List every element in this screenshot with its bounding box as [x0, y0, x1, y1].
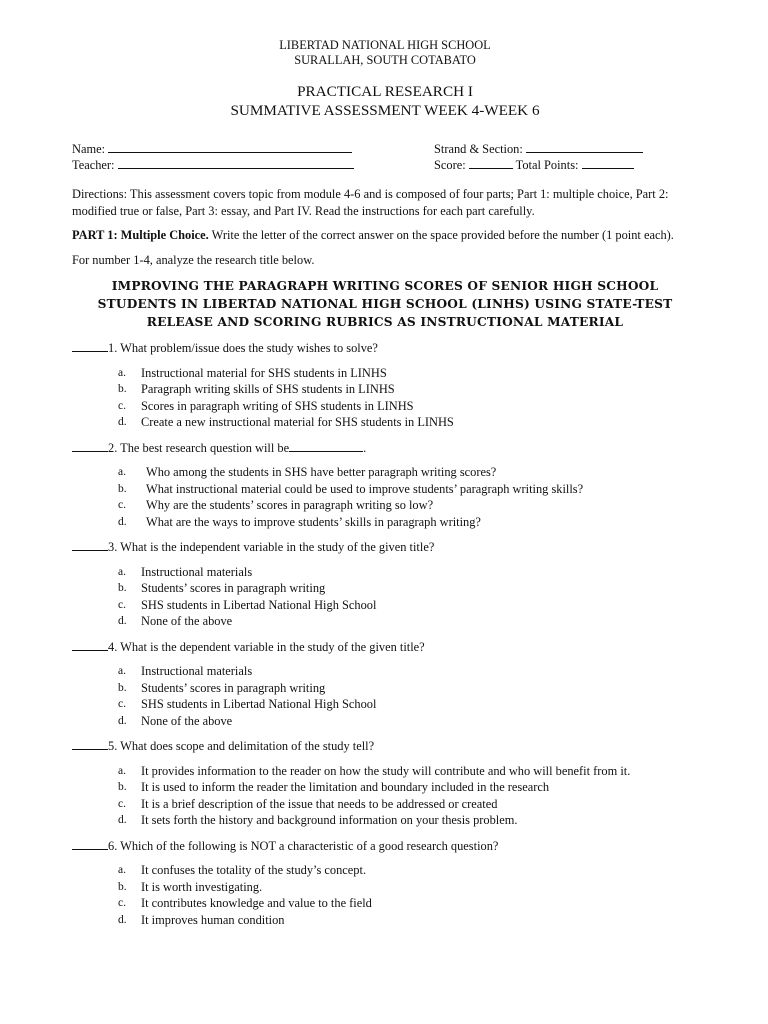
choice-list — [72, 365, 698, 431]
part1-intro: For number 1-4, analyze the research title below. — [72, 252, 315, 267]
subject-title: PRACTICAL RESEARCH I — [297, 83, 473, 100]
answer-blank[interactable] — [72, 538, 108, 551]
question-text: 1. What problem/issue does the study wishes to solve? — [72, 339, 698, 357]
name-label: Name: — [72, 142, 106, 156]
choice-item: d. What are the ways to improve students’ skills in paragraph writing? — [118, 514, 481, 529]
choice-list — [72, 862, 698, 928]
choice-item: a. It confuses the totality of the study’s concept. — [118, 863, 367, 877]
assessment-title: SUMMATIVE ASSESSMENT WEEK 4-WEEK 6 — [230, 102, 540, 119]
strand-row — [434, 140, 643, 158]
strand-label: Strand & Section: — [434, 142, 523, 156]
question-5 — [72, 737, 698, 829]
answer-blank[interactable] — [72, 837, 108, 850]
answer-blank[interactable] — [72, 439, 108, 452]
part1-instruction-text: Write the letter of the correct answer on the space provided before the number (1 point each). — [208, 228, 674, 242]
document-page — [72, 38, 698, 928]
choice-item: a. Instructional materials — [118, 564, 253, 579]
choice-item: d. It improves human condition — [118, 912, 285, 927]
question-text: 5. What does scope and delimitation of the study tell? — [72, 737, 698, 755]
question-4 — [72, 638, 698, 730]
question-text: 2. The best research question will be . — [72, 439, 698, 457]
question-2 — [72, 439, 698, 531]
choice-list — [72, 663, 698, 729]
question-text: 3. What is the independent variable in the study of the given title? — [72, 538, 698, 556]
answer-blank[interactable] — [72, 737, 108, 750]
choice-item: d. None of the above — [118, 614, 233, 628]
choice-item: d. None of the above — [118, 713, 233, 728]
school-location: SURALLAH, SOUTH COTABATO — [294, 53, 476, 67]
choice-item: b. Students’ scores in paragraph writing — [118, 581, 326, 595]
choice-item: c. Scores in paragraph writing of SHS students in LINHS — [118, 398, 414, 413]
choice-item: c. SHS students in Libertad National High School — [118, 597, 377, 612]
name-field[interactable] — [108, 140, 352, 153]
question-text: 6. Which of the following is NOT a characteristic of a good research question? — [72, 837, 698, 855]
teacher-label: Teacher: — [72, 158, 115, 172]
research-title: IMPROVING THE PARAGRAPH WRITING SCORES OF SENIOR HIGH SCHOOL STUDENTS IN LIBERTAD NATIONAL HIGH SCHOOL (LINHS) USING STATE-TEST RELEASE AND SCORING RUBRICS AS INSTRUCTIONAL MATERIAL — [97, 279, 673, 329]
directions: Directions: This assessment covers topic from module 4-6 and is composed of four parts; Part 1: multiple choice, Part 2: modified true or false, Part 3: essay, and Part IV. Read the instructions for each part carefully. — [72, 187, 669, 218]
teacher-row — [72, 156, 354, 174]
score-field[interactable] — [469, 156, 513, 169]
choice-item: c. SHS students in Libertad National High School — [118, 697, 377, 711]
choice-item: d. Create a new instructional material for SHS students in LINHS — [118, 415, 454, 429]
choice-item: b. Students’ scores in paragraph writing — [118, 680, 326, 695]
choice-item: b. It is used to inform the reader the limitation and boundary included in the research — [118, 780, 550, 794]
answer-blank[interactable] — [72, 638, 108, 651]
choice-item: b. What instructional material could be used to improve students’ paragraph writing skills? — [118, 481, 584, 496]
part1-label: PART 1: Multiple Choice. — [72, 228, 209, 242]
total-points-label: Total Points: — [515, 158, 579, 172]
choice-item: c. Why are the students’ scores in paragraph writing so low? — [118, 498, 434, 512]
choice-list — [72, 763, 698, 829]
choice-item: c. It contributes knowledge and value to the field — [118, 896, 372, 910]
inline-blank — [289, 439, 363, 452]
choice-item: b. It is worth investigating. — [118, 879, 263, 894]
choice-item: d. It sets forth the history and background information on your thesis problem. — [118, 813, 518, 827]
teacher-field[interactable] — [118, 156, 354, 169]
total-points-field[interactable] — [582, 156, 634, 169]
question-1 — [72, 339, 698, 431]
answer-blank[interactable] — [72, 339, 108, 352]
school-name: LIBERTAD NATIONAL HIGH SCHOOL — [279, 38, 491, 52]
question-text: 4. What is the dependent variable in the study of the given title? — [72, 638, 698, 656]
choice-item: b. Paragraph writing skills of SHS students in LINHS — [118, 382, 395, 396]
choice-list — [72, 464, 698, 530]
part1-instruction — [72, 227, 698, 244]
choice-item: a. Instructional material for SHS students in LINHS — [118, 365, 387, 380]
score-row — [434, 156, 634, 174]
choice-item: a. Instructional materials — [118, 664, 253, 678]
student-info-block — [72, 140, 698, 174]
choice-list — [72, 564, 698, 630]
name-row — [72, 140, 352, 158]
question-6 — [72, 837, 698, 929]
score-label: Score: — [434, 158, 466, 172]
choice-item: a. It provides information to the reader on how the study will contribute and who will benefit from it. — [118, 763, 631, 778]
choice-item: a. Who among the students in SHS have better paragraph writing scores? — [118, 465, 497, 479]
strand-field[interactable] — [526, 140, 643, 153]
question-3 — [72, 538, 698, 630]
choice-item: c. It is a brief description of the issue that needs to be addressed or created — [118, 796, 498, 811]
